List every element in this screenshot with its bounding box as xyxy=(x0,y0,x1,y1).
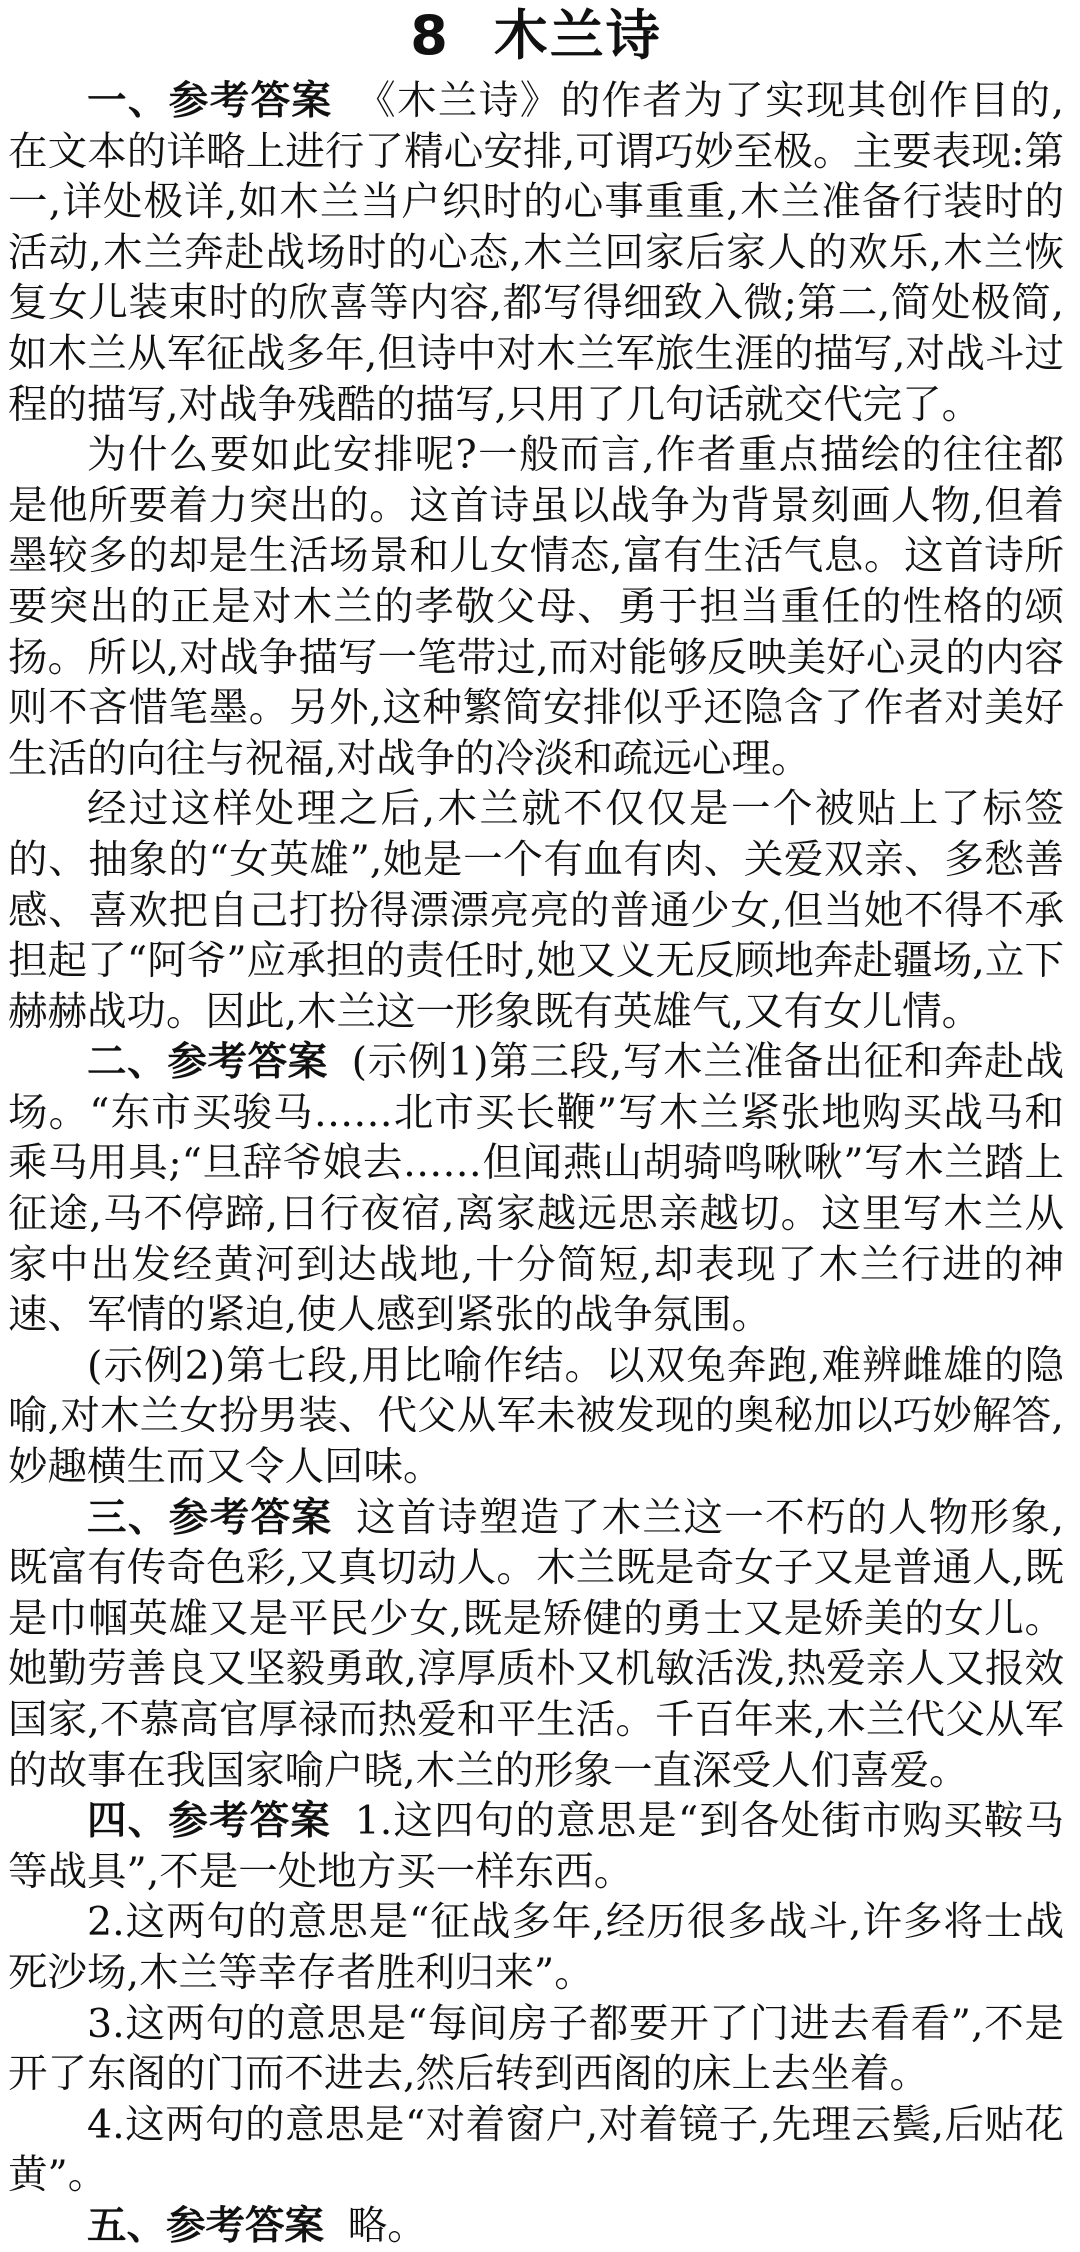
paragraph-text: 《木兰诗》的作者为了实现其创作目的,在文本的详略上进行了精心安排,可谓巧妙至极。主要表现:第一,详处极详,如木兰当户织时的心事重重,木兰准备行装时的活动,木兰奔赴战场时的心态,木兰回家后家人的欢乐,木兰恢复女儿装束时的欣喜等内容,都写得细致入微;第二,简处极简,如木兰从军征战多年,但诗中对木兰军旅生涯的描写,对战斗过程的描写,对战争残酷的描写,只用了几句话就交代完了。 xyxy=(8,78,1065,428)
paragraph xyxy=(8,1493,1064,1797)
section-lead: 三、参考答案 xyxy=(87,1494,333,1541)
paragraph xyxy=(8,1037,1064,1341)
paragraph-text: 为什么要如此安排呢?一般而言,作者重点描绘的往往都是他所要着力突出的。这首诗虽以战争为背景刻画人物,但着墨较多的却是生活场景和儿女情态,富有生活气息。这首诗所要突出的正是对木兰的孝敬父母、勇于担当重任的性格的颂扬。所以,对战争描写一笔带过,而对能够反映美好心灵的内容则不吝惜笔墨。另外,这种繁简安排似乎还隐含了作者对美好生活的向往与祝福,对战争的冷淡和疏远心理。 xyxy=(8,432,1064,782)
paragraph-text: (示例2)第七段,用比喻作结。以双兔奔跑,难辨雌雄的隐喻,对木兰女扮男装、代父从军未被发现的奥秘加以巧妙解答,妙趣横生而又令人回味。 xyxy=(8,1342,1064,1491)
paragraph xyxy=(8,1999,1064,2100)
paragraph xyxy=(8,1341,1064,1493)
paragraph-text: 3.这两句的意思是“每间房子都要开了门进去看看”,不是开了东阁的门而不进去,然后转到西阁的床上去坐着。 xyxy=(8,2000,1064,2098)
paragraph-text: 4.这两句的意思是“对着窗户,对着镜子,先理云鬓,后贴花黄”。 xyxy=(8,2101,1064,2199)
paragraph-text: 1.这四句的意思是“到各处街市购买鞍马等战具”,不是一处地方买一样东西。 xyxy=(8,1798,1065,1895)
paragraph xyxy=(8,1897,1064,1998)
section-lead: 四、参考答案 xyxy=(87,1798,331,1845)
paragraph xyxy=(8,784,1064,1037)
paragraph-text: 经过这样处理之后,木兰就不仅仅是一个被贴上了标签的、抽象的“女英雄”,她是一个有血有肉、关爱双亲、多愁善感、喜欢把自己打扮得漂漂亮亮的普通少女,但当她不得不承担起了“阿爷”应承担的责任时,她又义无反顾地奔赴疆场,立下赫赫战功。因此,木兰这一形象既有英雄气,又有女儿情。 xyxy=(8,786,1064,1035)
page-title xyxy=(8,4,1064,70)
paragraph-text: (示例1)第三段,写木兰准备出征和奔赴战场。“东市买骏马……北市买长鞭”写木兰紧张地购买战马和乘马用具;“旦辞爷娘去……但闻燕山胡骑鸣啾啾”写木兰踏上征途,马不停蹄,日行夜宿,离家越远思亲越切。这里写木兰从家中出发经黄河到达战地,十分简短,却表现了木兰行进的神速、军情的紧迫,使人感到紧张的战争氛围。 xyxy=(8,1039,1064,1339)
section-lead: 五、参考答案 xyxy=(87,2202,324,2249)
paragraph xyxy=(8,2100,1064,2201)
section-lead: 一、参考答案 xyxy=(87,78,333,124)
paragraph-text: 2.这两句的意思是“征战多年,经历很多战斗,许多将士战死沙场,木兰等幸存者胜利归来”。 xyxy=(8,1899,1064,1996)
paragraph xyxy=(8,430,1064,784)
lesson-number: 8 xyxy=(410,4,450,67)
paragraph-text: 这首诗塑造了木兰这一不朽的人物形象,既富有传奇色彩,又真切动人。木兰既是奇女子又是普通人,既是巾帼英雄又是平民少女,既是矫健的勇士又是娇美的女儿。她勤劳善良又坚毅勇敢,淳厚质朴又机敏活泼,热爱亲人又报效国家,不慕高官厚禄而热爱和平生活。千百年来,木兰代父从军的故事在我国家喻户晓,木兰的形象一直深受人们喜爱。 xyxy=(8,1494,1065,1794)
section-lead: 二、参考答案 xyxy=(87,1039,328,1086)
lesson-title: 木兰诗 xyxy=(493,4,662,67)
answer-body xyxy=(8,76,1064,2252)
paragraph xyxy=(8,2201,1064,2252)
paragraph xyxy=(8,1796,1064,1897)
paragraph xyxy=(8,76,1064,430)
paragraph-text: 略。 xyxy=(347,2202,427,2249)
